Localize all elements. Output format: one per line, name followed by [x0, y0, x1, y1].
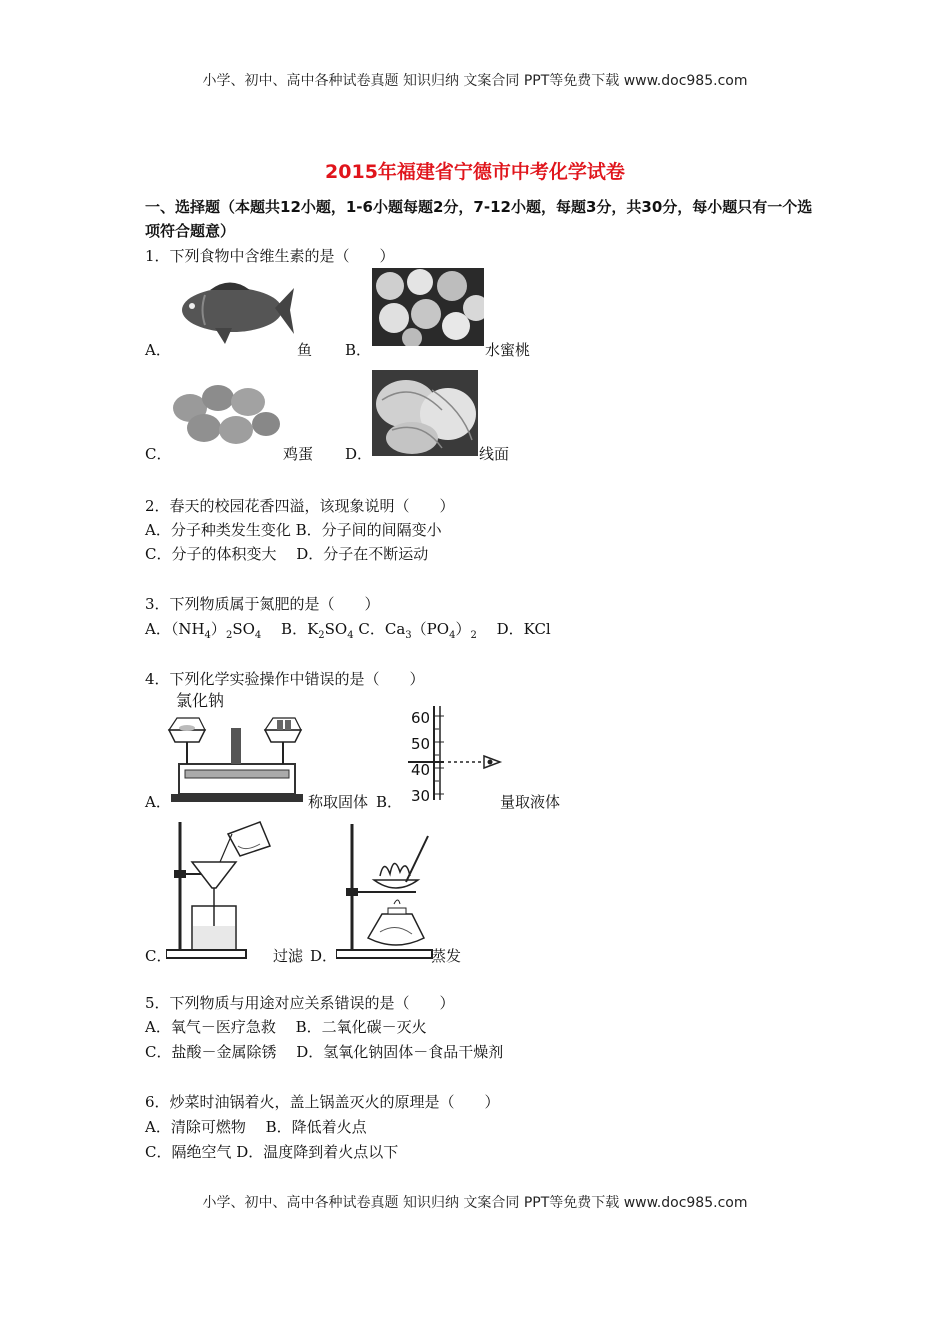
q1-option-a-label: 鱼	[297, 341, 313, 359]
q3-option-c: C．$Ca_3(PO_4)_2$	[358, 620, 477, 641]
q4-option-d-label: 蒸发	[431, 947, 462, 965]
q1-option-b-label: 水蜜桃	[485, 341, 531, 359]
cylinder-tick-60: 60	[411, 709, 431, 727]
q2-options-line2: C．分子的体积变大 D．分子在不断运动	[145, 545, 429, 563]
q4-option-b-label: 量取液体	[500, 793, 561, 811]
exam-title: 2015年福建省宁德市中考化学试卷	[325, 161, 625, 183]
fish-image	[170, 270, 296, 346]
page-header: 小学、初中、高中各种试卷真题 知识归纳 文案合同 PPT等免费下载 www.doc985.com	[202, 73, 748, 89]
q1-option-d-letter: D．	[345, 445, 373, 463]
q6-options-line2: C．隔绝空气 D．温度降到着火点以下	[145, 1143, 399, 1161]
evaporation-image	[336, 818, 444, 960]
q1-option-c-letter: C．	[145, 445, 172, 463]
q1-stem: 1．下列食物中含维生素的是（ ）	[145, 247, 395, 265]
page-footer: 小学、初中、高中各种试卷真题 知识归纳 文案合同 PPT等免费下载 www.doc985.com	[202, 1195, 748, 1211]
eggs-image	[166, 378, 282, 450]
q6-stem: 6．炒菜时油锅着火，盖上锅盖灭火的原理是（ ）	[145, 1093, 500, 1111]
q1-option-b-letter: B．	[345, 341, 372, 359]
q1-option-c-label: 鸡蛋	[283, 445, 314, 463]
scale-label: 氯化钠	[176, 691, 225, 710]
q3-stem: 3．下列物质属于氮肥的是（ ）	[145, 595, 380, 613]
q2-options-line1: A．分子种类发生变化 B．分子间的间隔变小	[145, 521, 442, 539]
q1-option-a-letter: A．	[145, 341, 171, 359]
q2-stem: 2．春天的校园花香四溢，该现象说明（ ）	[145, 497, 455, 515]
noodles-image	[372, 370, 478, 456]
q4-option-b-letter: B．	[376, 793, 403, 811]
q5-options-line2: C．盐酸－金属除锈 D．氢氧化钠固体－食品干燥剂	[145, 1043, 504, 1061]
q3-option-d: D．KCl	[496, 620, 551, 638]
peach-image	[372, 268, 484, 346]
q3-option-a: A．$(NH_4)_2SO_4$	[145, 620, 262, 641]
cylinder-tick-40: 40	[411, 761, 431, 779]
q3-options	[145, 619, 551, 646]
filtration-image	[166, 812, 280, 962]
q4-option-a-letter: A．	[145, 793, 171, 811]
q4-option-c-letter: C．	[145, 947, 172, 965]
q4-option-a-label: 称取固体	[308, 793, 369, 811]
q5-options-line1: A．氧气－医疗急救 B．二氧化碳－灭火	[145, 1018, 427, 1036]
cylinder-tick-50: 50	[411, 735, 431, 753]
q4-option-d-letter: D．	[310, 947, 338, 965]
cylinder-tick-30: 30	[411, 787, 431, 805]
balance-scale-image	[165, 708, 307, 804]
q4-stem: 4．下列化学实验操作中错误的是（ ）	[145, 670, 425, 688]
q5-stem: 5．下列物质与用途对应关系错误的是（ ）	[145, 994, 455, 1012]
q3-option-b: B．$K_2SO_4$	[281, 620, 354, 641]
q6-options-line1: A．清除可燃物 B．降低着火点	[145, 1118, 367, 1136]
q4-option-c-label: 过滤	[273, 947, 304, 965]
section-heading: 一、选择题（本题共12小题，1-6小题每题2分，7-12小题，每题3分，共30分，每小题只有一个选项符合题意）	[145, 198, 813, 240]
q1-option-d-label: 线面	[479, 445, 510, 463]
